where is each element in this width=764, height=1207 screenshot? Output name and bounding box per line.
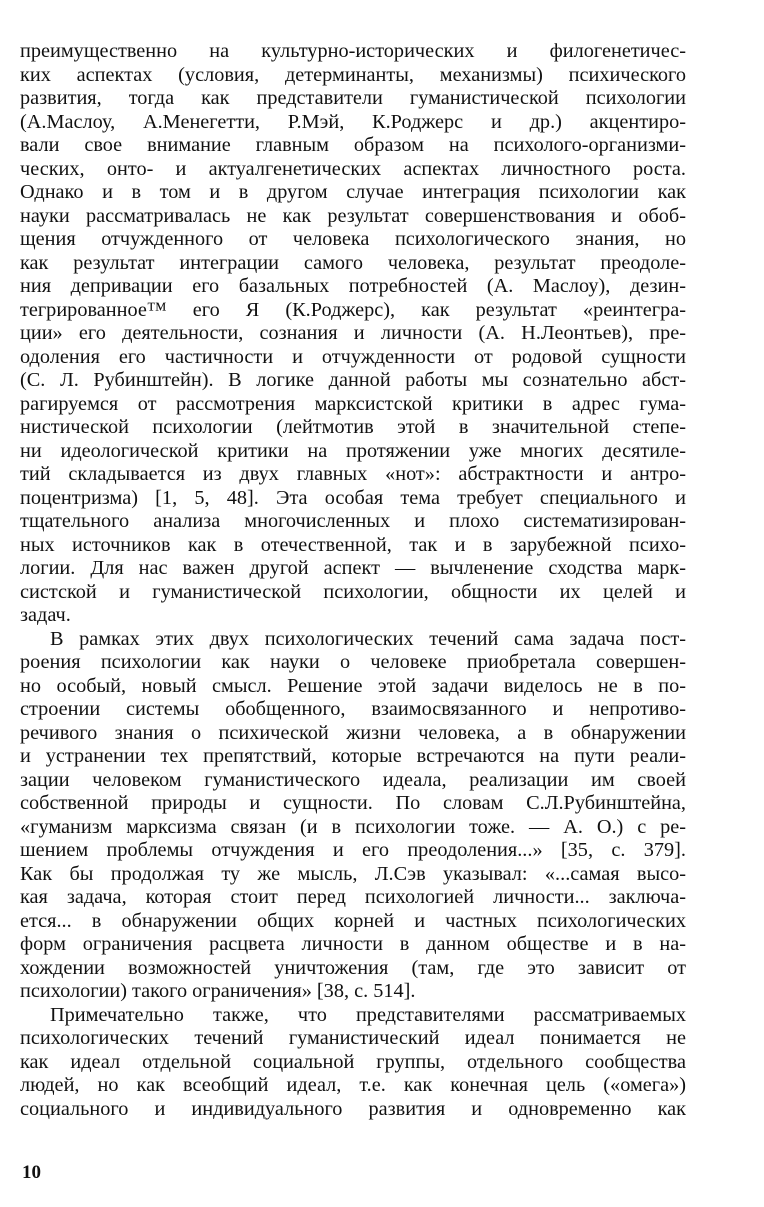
text-line: ни идеологической критики на протяжении уже многих десятиле-	[20, 439, 686, 462]
document-page	[20, 40, 686, 1121]
text-line: социального и индивидуального развития и одновременно как	[20, 1097, 686, 1120]
text-line: тегрированное™ его Я (К.Роджерс), как результат «реинтегра-	[20, 298, 686, 321]
text-line: развития, тогда как представители гуманистической психологии	[20, 87, 686, 109]
text-line: кая задача, которая стоит перед психологией личности... заключа-	[20, 886, 686, 908]
text-line: ких аспектах (условия, детерминанты, механизмы) психического	[20, 63, 686, 86]
text-line: психологии) такого ограничения» [38, с. 514].	[20, 980, 416, 1002]
text-line: нистической психологии (лейтмотив этой в значительной степе-	[20, 416, 686, 438]
text-line: «гуманизм марксизма связан (и в психологии тоже. — А. О.) с ре-	[20, 815, 686, 838]
text-line: ческих, онто- и актуалгенетических аспектах личностного роста.	[20, 157, 686, 180]
page-number: 10	[22, 1162, 41, 1183]
text-line: науки рассматривалась не как результат совершенствования и обоб-	[20, 204, 686, 227]
text-line: тий складывается из двух главных «нот»: абстрактности и антро-	[20, 463, 686, 485]
text-line: логии. Для нас важен другой аспект — вычленение сходства марк-	[20, 557, 686, 579]
text-line: одоления его частичности и отчужденности от родовой сущности	[20, 345, 686, 368]
text-line: и устранении тех препятствий, которые встречаются на пути реали-	[20, 745, 686, 767]
text-line: собственной природы и сущности. По словам С.Л.Рубинштейна,	[20, 792, 686, 814]
text-line: вали свое внимание главным образом на психолого-организми-	[20, 134, 686, 156]
text-line: ных источников как в отечественной, так и в зарубежной психо-	[20, 533, 686, 556]
text-line: (А.Маслоу, А.Менегетти, Р.Мэй, К.Роджерс и др.) акцентиро-	[20, 110, 686, 133]
text-line: хождении возможностей уничтожения (там, где это зависит от	[20, 956, 686, 979]
text-line: систской и гуманистической психологии, общности их целей и	[20, 580, 686, 603]
text-line: преимущественно на культурно-исторических и филогенетичес-	[20, 40, 686, 62]
text-line: шением проблемы отчуждения и его преодоления...» [35, с. 379].	[20, 839, 686, 861]
text-line: ется... в обнаружении общих корней и частных психологических	[20, 909, 686, 932]
text-line: строении системы обобщенного, взаимосвязанного и непротиво-	[20, 698, 686, 720]
text-line: как идеал отдельной социальной группы, отдельного сообщества	[20, 1050, 686, 1073]
paragraph	[20, 1004, 686, 1122]
paragraph	[20, 628, 686, 1004]
text-line: роения психологии как науки о человеке приобретала совершен-	[20, 651, 686, 673]
text-line: но особый, новый смысл. Решение этой задачи виделось не в по-	[20, 674, 686, 697]
text-line: психологических течений гуманистический идеал понимается не	[20, 1027, 686, 1049]
text-line: ции» его деятельности, сознания и личности (А. Н.Леонтьев), пре-	[20, 322, 686, 344]
text-line: как результат интеграции самого человека, результат преодоле-	[20, 251, 686, 274]
text-line: В рамках этих двух психологических течений сама задача пост-	[50, 627, 686, 650]
text-line: (С. Л. Рубинштейн). В логике данной работы мы сознательно абст-	[20, 369, 686, 391]
text-line: Как бы продолжая ту же мысль, Л.Сэв указывал: «...самая высо-	[20, 862, 686, 885]
text-line: Примечательно также, что представителями рассматриваемых	[50, 1003, 686, 1026]
text-line: форм ограничения расцвета личности в данном обществе и в на-	[20, 933, 686, 955]
text-line: людей, но как всеобщий идеал, т.е. как конечная цель («омега»)	[20, 1074, 686, 1096]
text-line: тщательного анализа многочисленных и плохо систематизирован-	[20, 510, 686, 532]
paragraph	[20, 40, 686, 628]
text-line: щения отчужденного от человека психологического знания, но	[20, 228, 686, 250]
text-line: ния депривации его базальных потребностей (А. Маслоу), дезин-	[20, 275, 686, 297]
text-line: зации человеком гуманистического идеала, реализации им своей	[20, 768, 686, 791]
text-line: рагируемся от рассмотрения марксистской критики в адрес гума-	[20, 392, 686, 415]
text-line: Однако и в том и в другом случае интеграция психологии как	[20, 181, 686, 203]
text-line: речивого знания о психической жизни человека, а в обнаружении	[20, 721, 686, 744]
text-line: задач.	[20, 604, 71, 626]
text-line: поцентризма) [1, 5, 48]. Эта особая тема требует специального и	[20, 486, 686, 509]
